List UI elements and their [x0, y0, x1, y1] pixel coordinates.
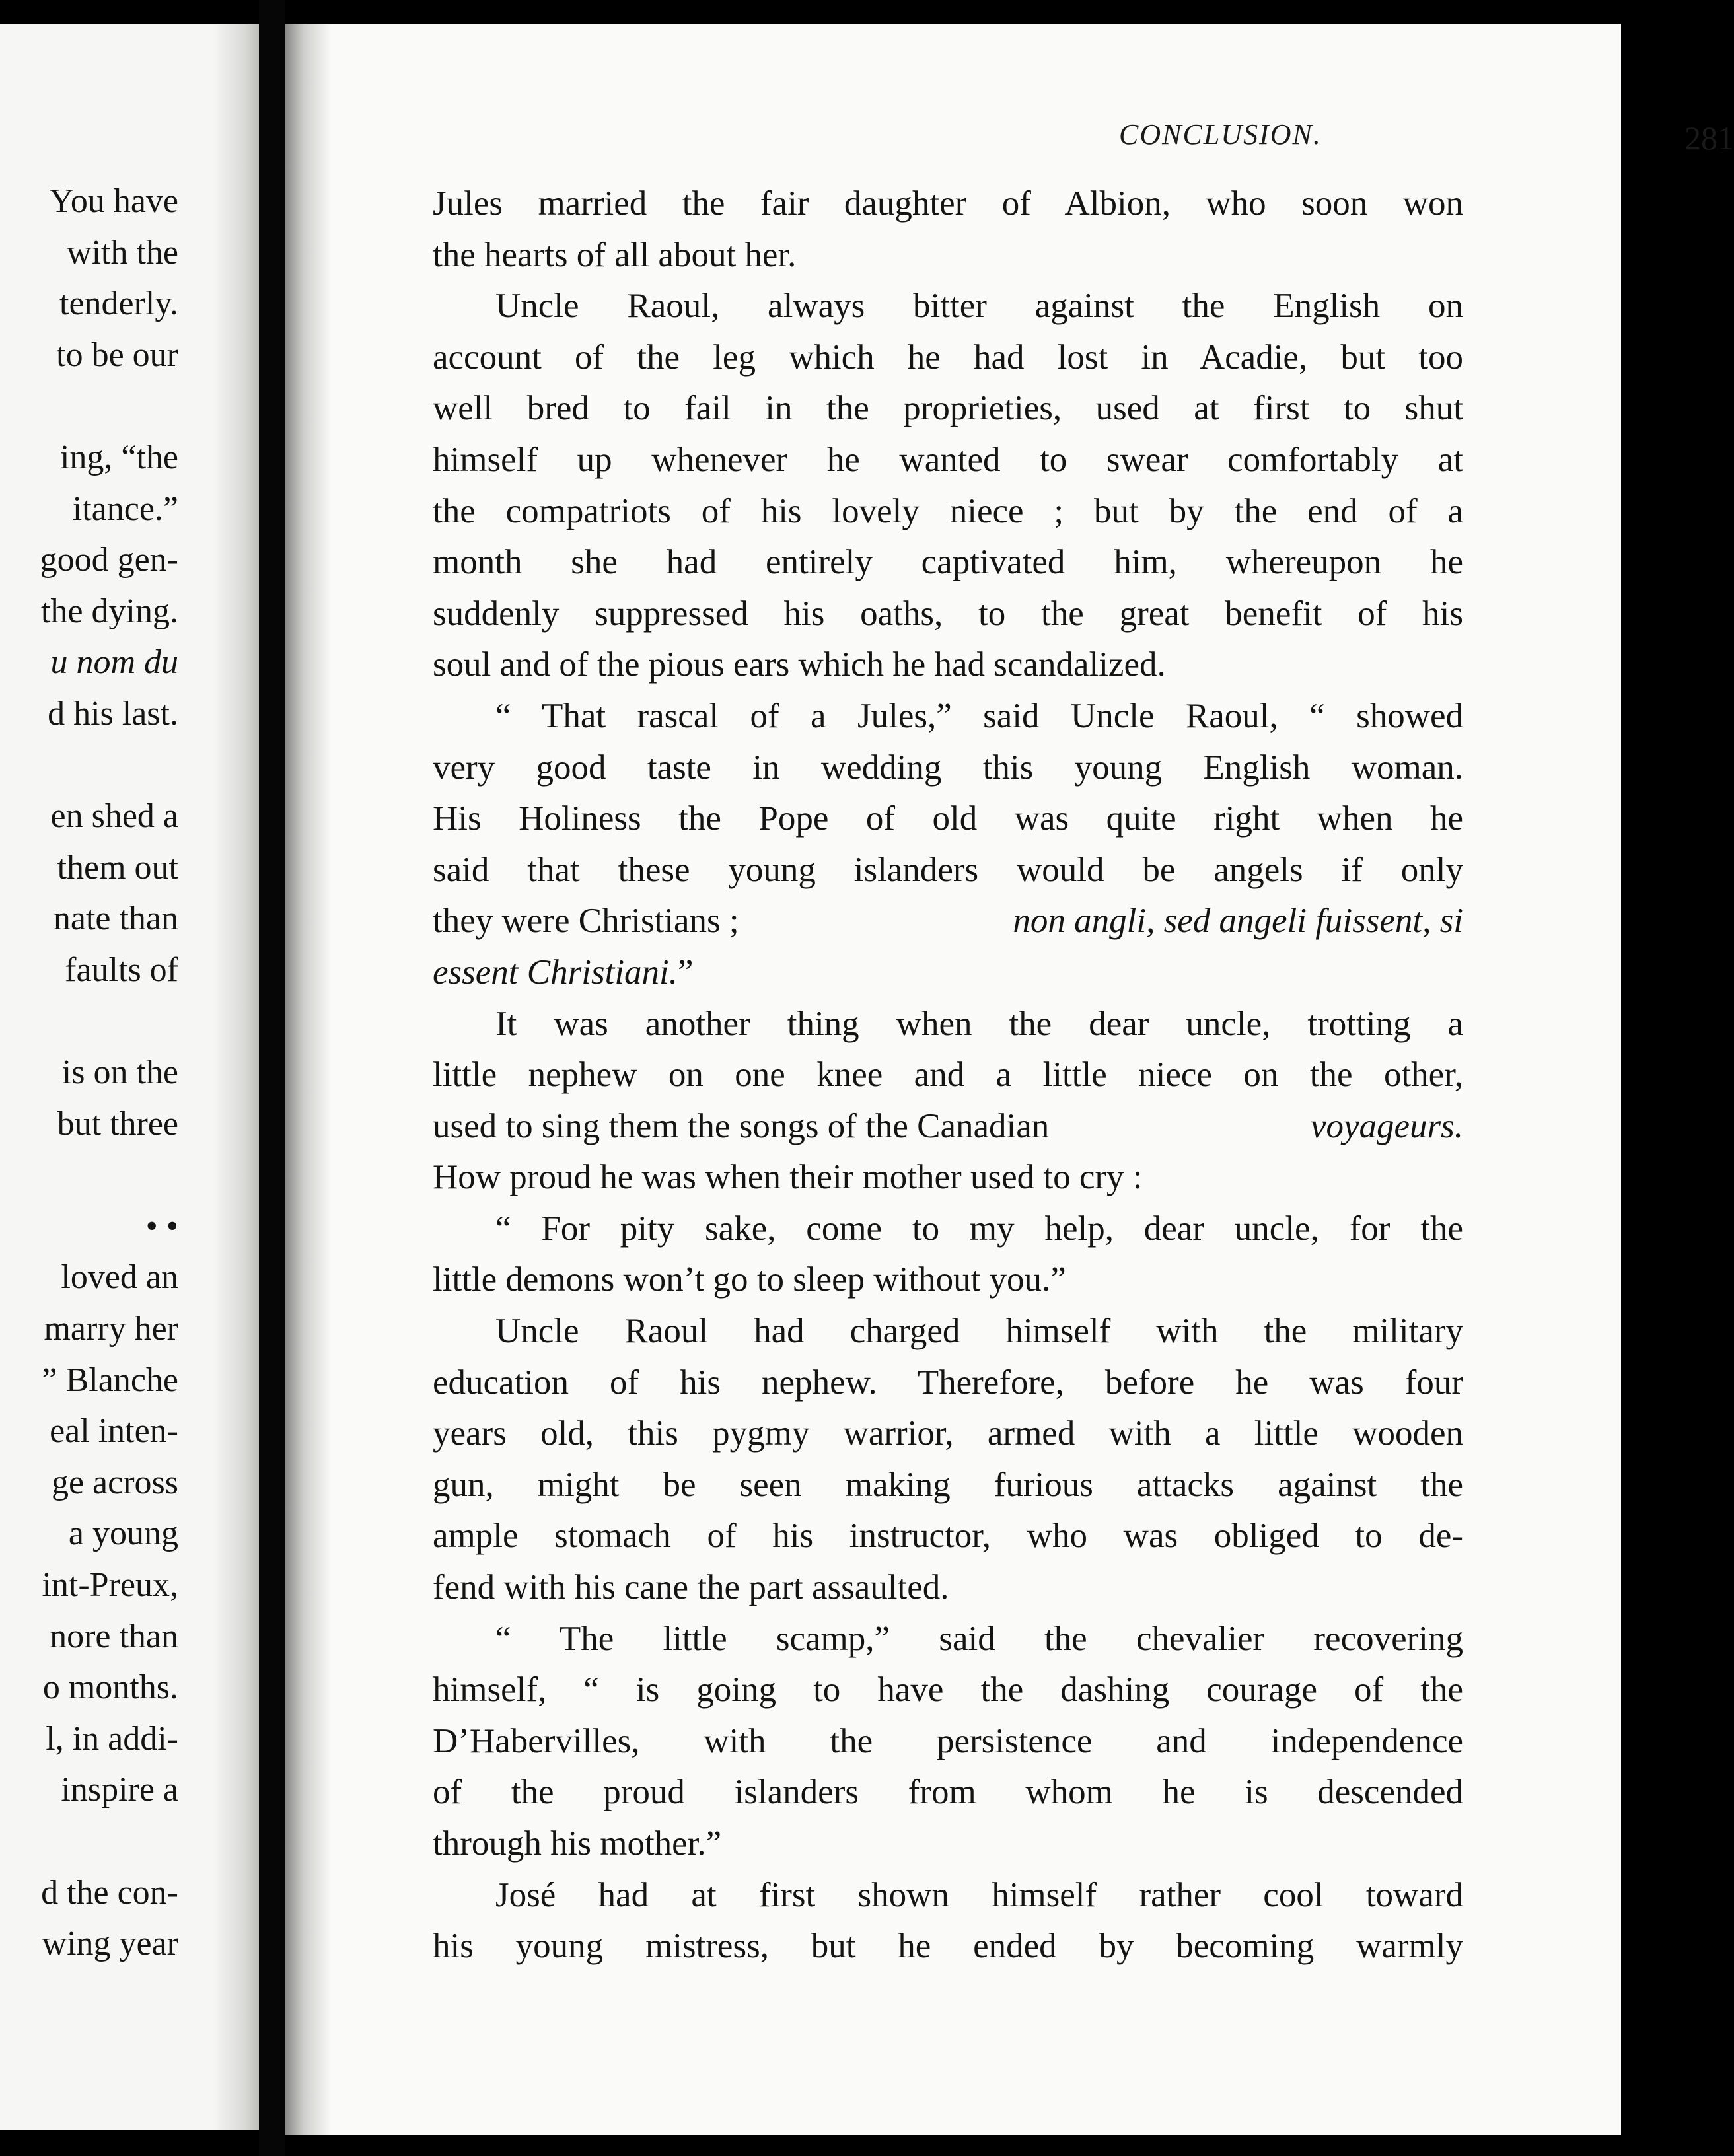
text-line: His Holiness the Pope of old was quite right when he [433, 799, 1463, 838]
text-line: well bred to fail in the proprieties, used at first to shut [433, 389, 1463, 428]
text-line: “ For pity sake, come to my help, dear uncle, for the [495, 1209, 1463, 1248]
left-line: • • [145, 1207, 178, 1245]
text-line: the hearts of all about her. [433, 235, 797, 274]
text-line: education of his nephew. Therefore, before he was four [433, 1363, 1463, 1402]
left-line: the dying. [41, 592, 178, 630]
text-line: “ That rascal of a Jules,” said Uncle Raoul, “ showed [495, 696, 1463, 735]
text-line: Jules married the fair daughter of Albion, who soon won [433, 184, 1463, 223]
left-line: marry her [44, 1310, 178, 1348]
left-line: is on the [61, 1054, 178, 1092]
left-page [0, 24, 259, 2130]
text-line: little demons won’t go to sleep without you.” [433, 1260, 1066, 1299]
left-line: them out [57, 848, 178, 886]
text-line: his young mistress, but he ended by becoming warmly [433, 1927, 1463, 1966]
text-line [433, 947, 1463, 999]
left-line [0, 740, 178, 791]
left-line [0, 1149, 178, 1201]
text-line [433, 1101, 1463, 1153]
left-line: good gen- [40, 541, 178, 579]
left-line [0, 1816, 178, 1867]
running-head: CONCLUSION. [1119, 118, 1322, 151]
text-line: “ The little scamp,” said the chevalier recovering [495, 1619, 1463, 1658]
text-line: very good taste in wedding this young English woman. [433, 748, 1463, 787]
left-line: tenderly. [59, 285, 178, 323]
left-line: with the [67, 233, 178, 271]
text-line: little nephew on one knee and a little niece on the other, [433, 1056, 1463, 1095]
text-segment: used to sing them the songs of the Canadian [433, 1106, 1050, 1145]
text-line: How proud he was when their mother used to cry : [433, 1158, 1143, 1197]
text-line: gun, might be seen making furious attacks against the [433, 1465, 1463, 1504]
scan-border [1621, 0, 1649, 2156]
text-line: account of the leg which he had lost in Acadie, but too [433, 338, 1463, 377]
text-line [433, 896, 1463, 947]
text-line: soul and of the pious ears which he had scandalized. [433, 645, 1166, 684]
left-line [0, 380, 178, 432]
page-number: 281 [1684, 120, 1734, 157]
left-line: int-Preux, [42, 1566, 178, 1604]
text-line: D’Habervilles, with the persistence and independence [433, 1721, 1463, 1760]
left-page-edge-shadow [213, 24, 259, 2130]
text-segment: ” [678, 952, 694, 991]
latin-quote: essent Christiani. [433, 952, 678, 991]
text-line: Uncle Raoul had charged himself with the military [495, 1312, 1463, 1351]
left-line: en shed a [50, 797, 178, 836]
text-segment: they were Christians ; [433, 902, 739, 941]
left-line: faults of [65, 951, 178, 989]
text-line: Uncle Raoul, always bitter against the English on [495, 287, 1463, 326]
binding-shadow [285, 24, 332, 2135]
left-line: but three [57, 1104, 178, 1143]
left-line: wing year [42, 1925, 178, 1963]
book-gutter [259, 0, 285, 2156]
left-line: itance.” [72, 489, 178, 528]
text-line: through his mother.” [433, 1824, 722, 1863]
text-line: It was another thing when the dear uncle, trotting a [495, 1004, 1463, 1043]
left-line: ” Blanche [42, 1361, 178, 1399]
text-line: of the proud islanders from whom he is descended [433, 1773, 1463, 1812]
left-line: d the con- [41, 1873, 178, 1912]
left-line: inspire a [61, 1771, 178, 1809]
text-line: himself up whenever he wanted to swear comfortably at [433, 440, 1463, 479]
text-line: ample stomach of his instructor, who was obliged to de- [433, 1517, 1463, 1556]
text-line: said that these young islanders would be angels if only [433, 850, 1463, 889]
left-line: loved an [61, 1258, 178, 1297]
left-line: ing, “the [59, 438, 178, 476]
text-line: José had at first shown himself rather cool toward [495, 1875, 1463, 1914]
left-line: a young [68, 1515, 178, 1553]
left-line: eal inten- [50, 1412, 178, 1451]
left-line: d his last. [48, 694, 178, 733]
text-line: fend with his cane the part assaulted. [433, 1568, 949, 1607]
left-line: o months. [42, 1669, 178, 1707]
left-line: l, in addi- [46, 1719, 178, 1758]
text-line: month she had entirely captivated him, whereupon he [433, 543, 1463, 582]
text-line: suddenly suppressed his oaths, to the great benefit of his [433, 594, 1463, 633]
text-line: himself, “ is going to have the dashing courage of the [433, 1671, 1463, 1709]
page-body [433, 178, 1463, 1972]
left-line: nate than [53, 900, 178, 938]
italic-word: voyageurs. [1310, 1106, 1463, 1145]
left-page-text [0, 176, 178, 1970]
left-line [0, 996, 178, 1048]
left-line: ge across [51, 1463, 178, 1501]
left-line: You have [49, 182, 178, 220]
left-line: u nom du [50, 643, 178, 682]
left-line: to be our [56, 336, 178, 374]
page-header [285, 92, 1734, 157]
text-line: the compatriots of his lovely niece ; but by the end of a [433, 491, 1463, 530]
latin-quote: non angli, sed angeli fuissent, si [1013, 902, 1463, 941]
text-line: years old, this pygmy warrior, armed with a little wooden [433, 1414, 1463, 1453]
left-line: nore than [50, 1617, 178, 1655]
